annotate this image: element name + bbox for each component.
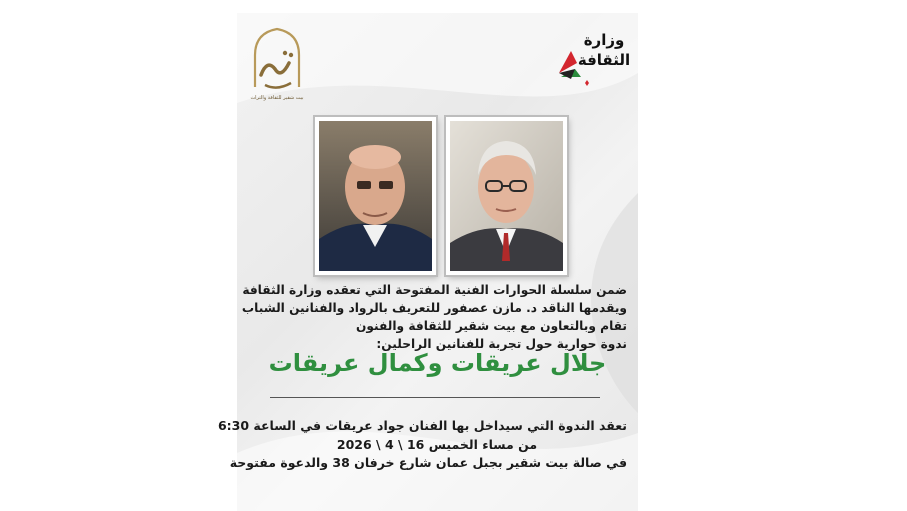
intro-line-4: ندوة حوارية حول تجربة للفنانين الراحلين: bbox=[376, 337, 627, 351]
details-line-date: من مساء الخميس 16 \ 4 \ 2026 bbox=[336, 436, 538, 452]
intro-line-2: ويقدمها الناقد د. مازن عصفور للتعريف بالرواد والفنانين الشباب bbox=[241, 301, 627, 315]
portrait-photo-left bbox=[315, 117, 436, 275]
ministry-title-line2: الثقافة bbox=[577, 51, 631, 69]
beit-shaqir-caption: بيت شقير للثقافة والتراث bbox=[250, 95, 304, 101]
divider-line bbox=[270, 397, 600, 398]
intro-text bbox=[241, 281, 627, 353]
details-line-time: تعقد الندوة التي سيداخل بها الفنان جواد عريقات في الساعة 6:30 bbox=[217, 418, 627, 433]
intro-line-3: تقام وبالتعاون مع بيت شقير للثقافة والفنون bbox=[355, 319, 627, 333]
event-details bbox=[217, 417, 627, 473]
event-poster bbox=[217, 13, 638, 511]
artists-names-heading: جلال عريقات وكمال عريقات bbox=[268, 349, 607, 377]
beit-shaqir-logo bbox=[245, 25, 309, 113]
details-line-venue: في صالة بيت شقير بجبل عمان شارع خرفان 38 والدعوة مفتوحة bbox=[229, 455, 627, 470]
ministry-of-culture-logo bbox=[555, 29, 631, 91]
ministry-title-line1: وزارة bbox=[583, 31, 625, 49]
portrait-photo-right bbox=[446, 117, 567, 275]
intro-line-1: ضمن سلسلة الحوارات الفنية المفتوحة التي تعقده وزارة الثقافة bbox=[242, 283, 627, 297]
